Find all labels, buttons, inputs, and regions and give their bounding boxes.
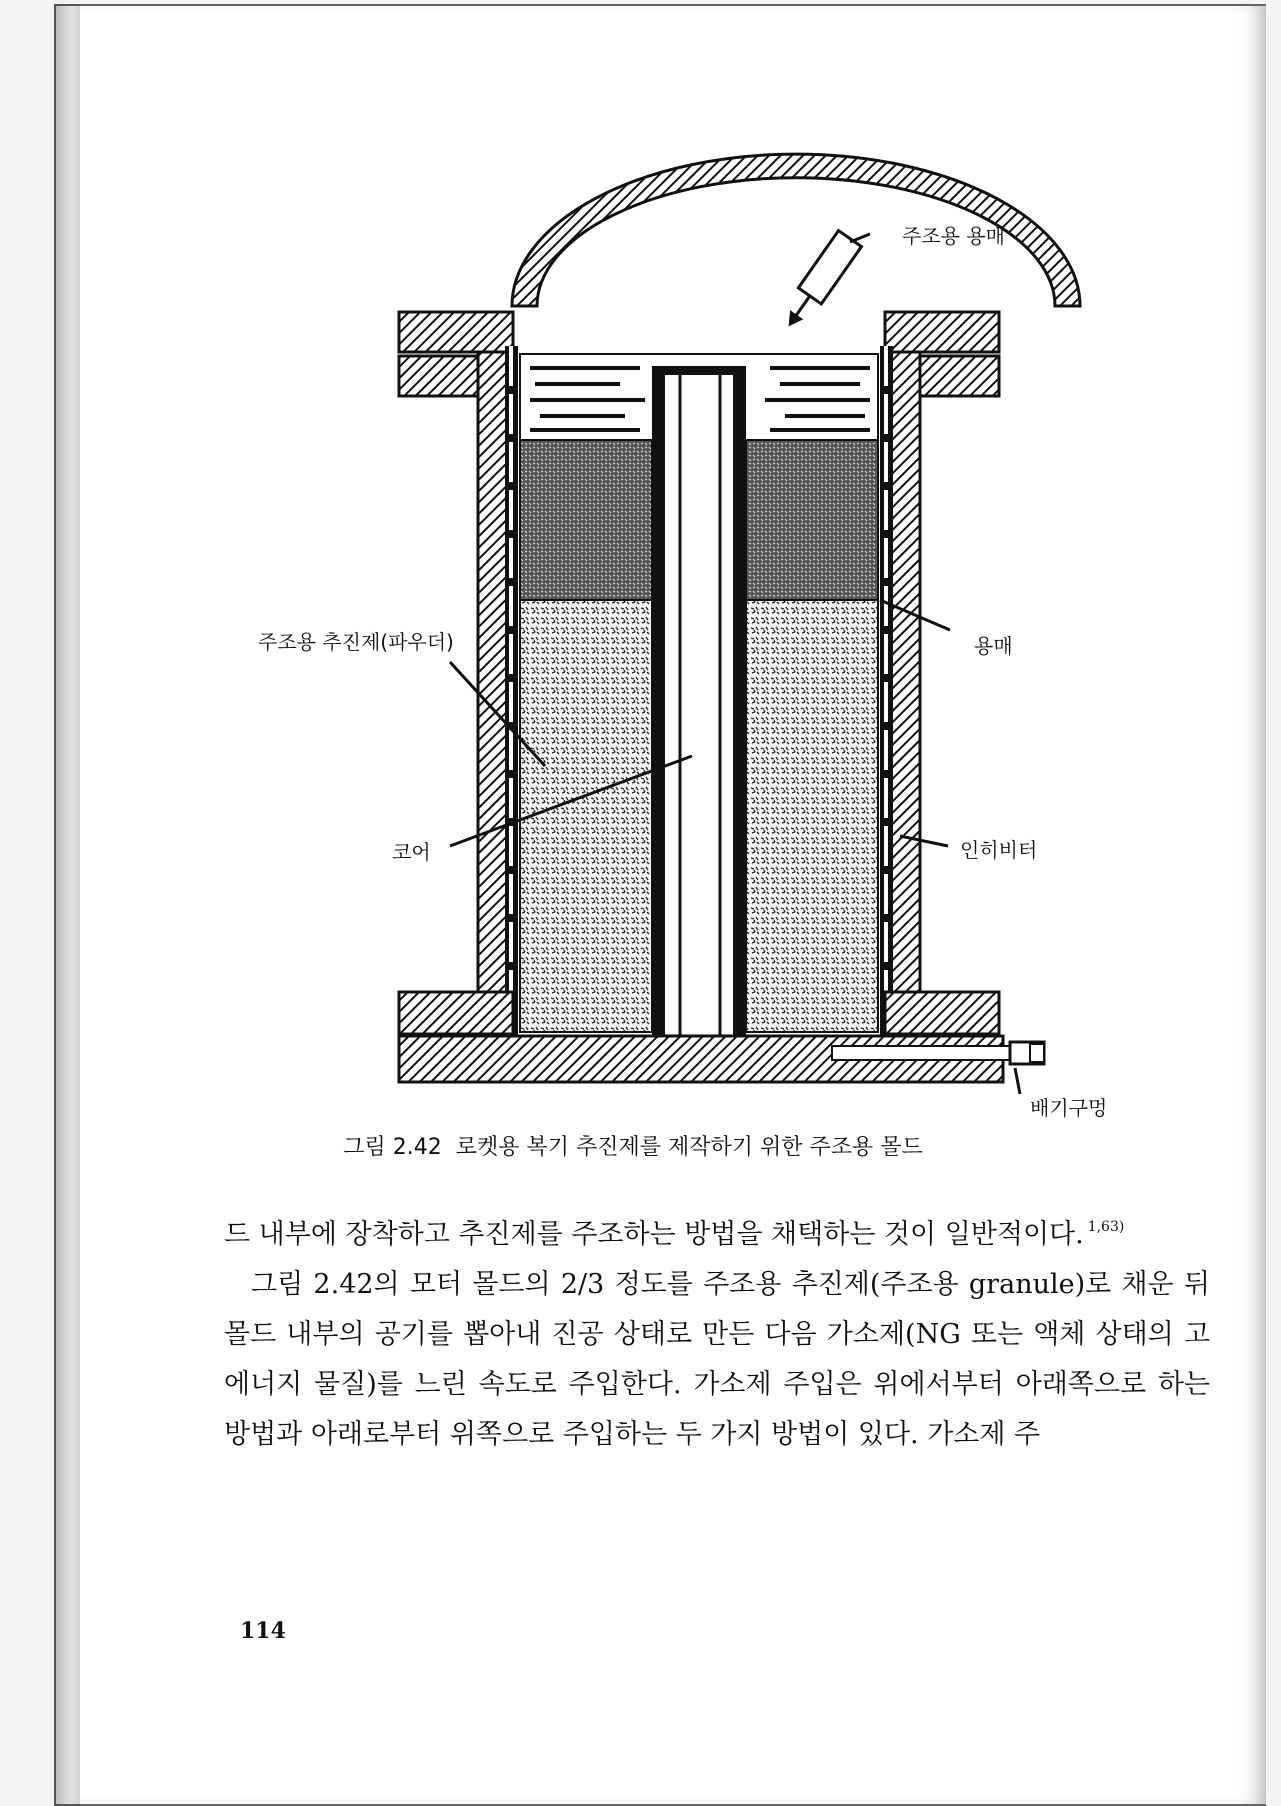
propellant-powder-left — [520, 600, 652, 1032]
label-solvent-in: 주조용 용매 — [902, 224, 1005, 248]
label-vent-hole: 배기구멍 — [1030, 1096, 1108, 1120]
wetted-propellant-right — [746, 440, 878, 600]
wetted-propellant-left — [520, 440, 652, 600]
book-spine-edge — [54, 4, 82, 1806]
body-text — [224, 1202, 1210, 1460]
label-core: 코어 — [392, 840, 431, 864]
book-page — [80, 4, 1266, 1806]
reference-superscript: 1,63) — [1087, 1219, 1125, 1235]
bottom-flange-left — [399, 992, 513, 1034]
caption-text: 로켓용 복기 추진제를 제작하기 위한 주조용 몰드 — [455, 1135, 923, 1160]
top-flange-right — [885, 312, 999, 352]
vent-channel — [832, 1046, 1012, 1060]
paragraph-1-text: 드 내부에 장착하고 추진제를 주조하는 방법을 채택하는 것이 일반적이다. — [224, 1219, 1084, 1250]
label-propellant-powder: 주조용 추진제(파우더) — [258, 630, 454, 654]
casting-mold-diagram — [80, 6, 1266, 1166]
propellant-powder-right — [746, 600, 878, 1032]
page-number: 114 — [240, 1618, 286, 1644]
label-solvent: 용매 — [974, 634, 1013, 658]
figure-caption — [80, 1130, 1186, 1161]
paragraph-2: 그림 2.42의 모터 몰드의 2/3 정도를 주조용 추진제(주조용 granule)로 채운 뒤 몰드 내부의 공기를 뽑아내 진공 상태로 만든 다음 가소제(NG 또는 액체 상태의 고에너지 물질)를 느린 속도로 주입한다. 가소제 주입은 위에서부터 아래쪽으로 하는 방법과 아래로부터 위쪽으로 주입하는 두 가지 방법이 있다. 가소제 주 — [224, 1269, 1210, 1450]
paragraph-1 — [224, 1202, 1210, 1260]
solvent-inlet-pipe — [777, 231, 861, 335]
caption-number: 그림 2.42 — [343, 1135, 442, 1160]
top-flange-left — [399, 312, 513, 352]
bottom-flange-right — [885, 992, 999, 1034]
label-inhibitor: 인히비터 — [960, 838, 1038, 862]
